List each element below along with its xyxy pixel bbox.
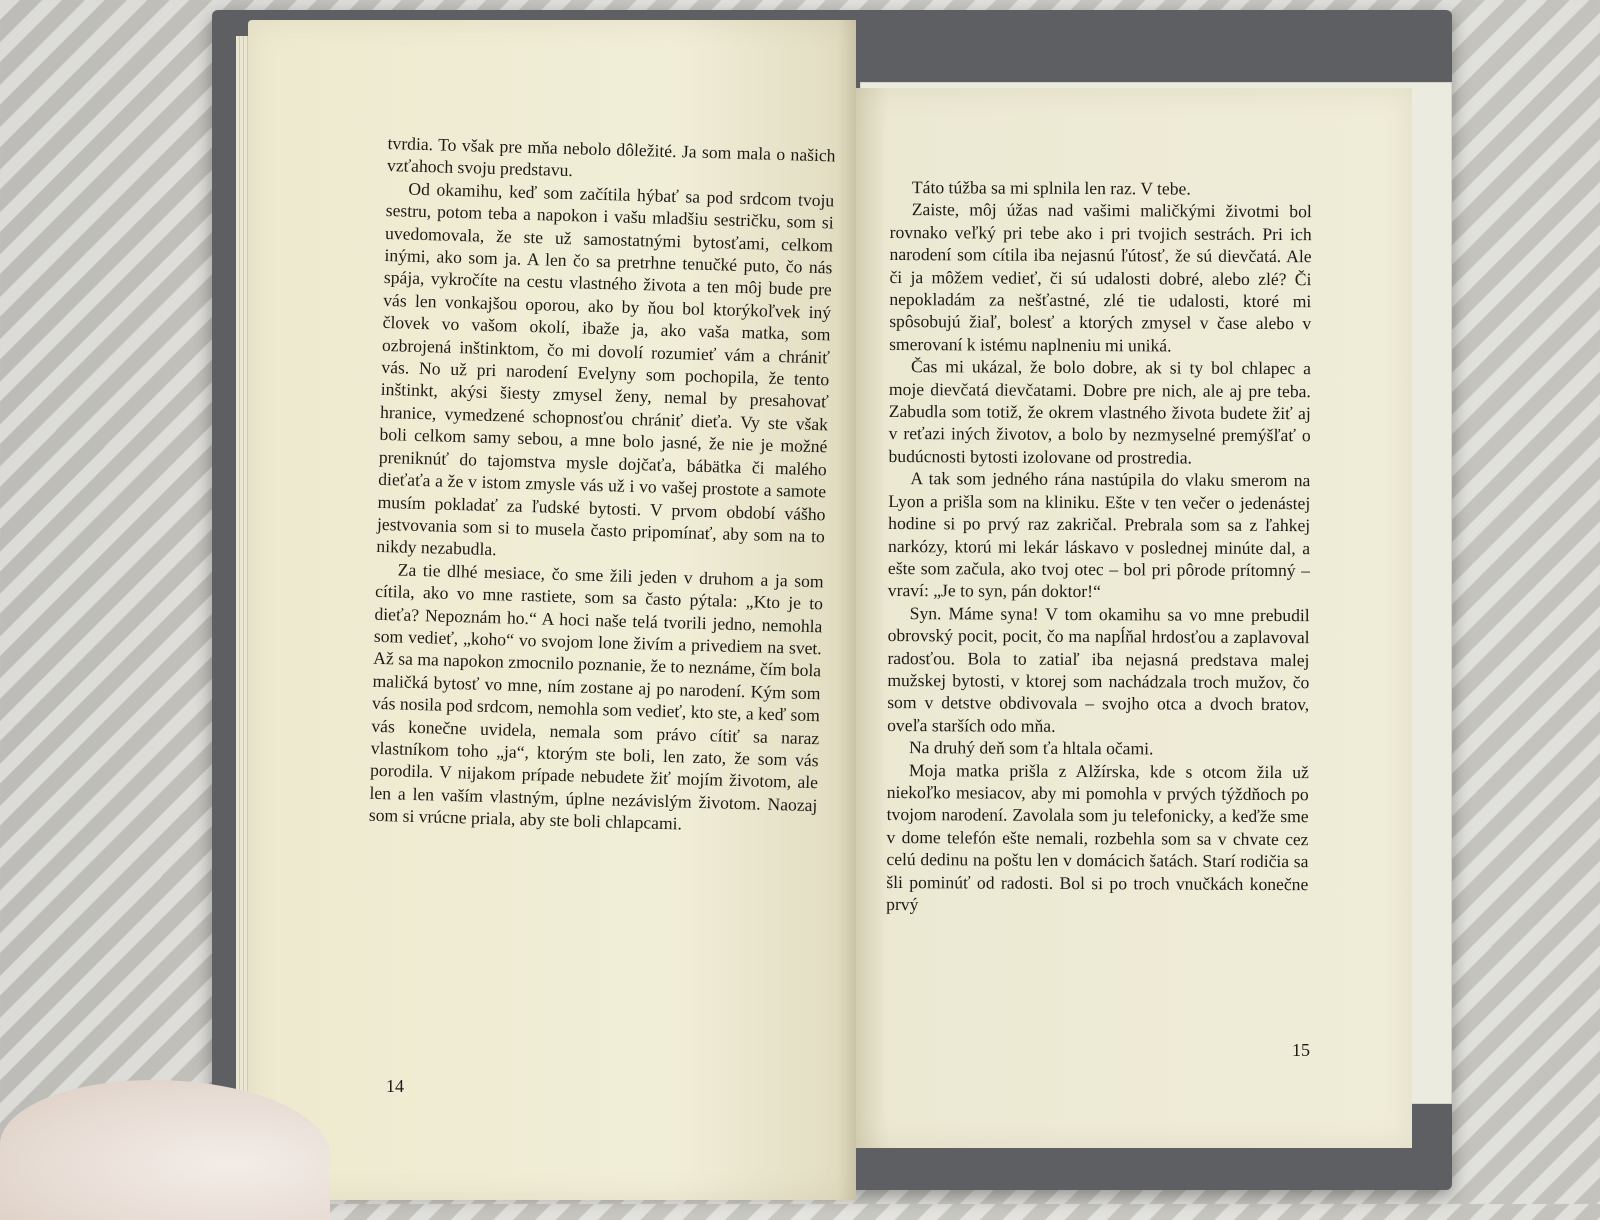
paragraph: Syn. Máme syna! V tom okamihu sa vo mne prebudil obrovský pocit, pocit, čo ma napĺňal hrdosťou a zaplavoval radosťou. Bola to zatiaľ iba nejasná predstava malej mužskej bytosti, v ktorej som nachádzala troch mužov, čo som v detstve obdivovala – svojho otca a dvoch bratov, oveľa starších odo mňa. [887, 602, 1310, 736]
paragraph: Čas mi ukázal, že bolo dobre, ak si ty bol chlapec a moje dievčatá dievčatami. Dobre pre nich, ale aj pre teba. Zabudla som totiž, že okrem vlastného života budete žiť aj v reťazi iných životov, a bolo by nezmyselné premýšľať o budúcnosti bytosti izolovane od prostredia. [888, 356, 1312, 468]
page-number-right: 15 [1292, 1040, 1310, 1060]
left-page-text [369, 132, 836, 839]
paragraph: A tak som jedného rána nastúpila do vlaku smerom na Lyon a prišla som na kliniku. Ešte v ten večer o jedenástej hodine si po prvý raz zakričal. Prebrala som sa z ľahkej narkózy, ktorú mi lekár láskavo v poslednej minúte dal, a ešte som začula, ako tvoj otec – bol pri pôrode prítomný – vraví: „Je to syn, pán doktor!“ [887, 468, 1311, 602]
paragraph: Od okamihu, keď som začítila hýbať sa pod srdcom tvoju sestru, potom teba a napokon i vašu mladšiu sestričku, som si uvedomovala, že ste už samostatnými bytosťami, celkom inými, ako som ja. A len čo sa pretrhne tenučké puto, čo nás spája, vykročíte na cestu vlastného života a ten môj bude pre vás len vonkajšou oporou, ako by ňou bol ktorýkoľvek iný človek vo vašom okolí, ibaže ja, ako vaša matka, som ozbrojená inštinktom, čo mi dovolí rozumieť vám a chrániť vás. No už pri narodení Evelyny som pochopila, že tento inštinkt, akýsi šiesty zmysel ženy, nemal by presahovať hranice, vymedzené schopnosťou chrániť dieťa. Vy ste však boli celkom samy sebou, a mne bolo jasné, že nie je možné preniknúť do tajomstva mysle dojčaťa, bábätka či malého dieťaťa a že v istom zmysle vás už i vo vašej prostote a samote musím pokladať za ľudské bytosti. V prvom období vášho jestvovania som si to musela často pripomínať, aby som na to nikdy nezabudla. [376, 178, 835, 560]
paragraph: Moja matka prišla z Alžírska, kde s otcom žila už niekoľko mesiacov, aby mi pomohla v prvých týždňoch po tvojom narodení. Zavolala som ju telefonicky, a keďže sme v dome telefón ešte nemali, rozbehla som sa v chvate cez celú dedinu na poštu len v domácich šatách. Starí rodičia sa šli pominúť od radosti. Bol si po troch vnučkách konečne prvý [886, 759, 1309, 915]
paragraph: Za tie dlhé mesiace, čo sme žili jeden v druhom a ja som cítila, ako vo mne rastiete, som sa často pýtala: „Kto je to dieťa? Nepoznám ho.“ A hoci naše telá tvorili jedno, nemohla som vedieť, „koho“ vo svojom lone živím a privediem na svet. Až sa ma napokon zmocnilo poznanie, že to neznáme, čím bola maličká bytosť vo mne, ním zostane aj po narodení. Kým som vás nosila pod srdcom, nemohla som vedieť, kto ste, a keď som vás konečne uvidela, nemala som právo cítiť sa naraz vlastníkom toho „ja“, ktorým ste boli, len zato, že som vás porodila. V nijakom prípade nebudete žiť mojím životom, ale len a len vaším vlastným, úplne nezávislým životom. Naozaj som si vrúcne priala, aby ste boli chlapcami. [368, 559, 824, 834]
paragraph: tvrdia. To však pre mňa nebolo dôležité. Ja som mala o našich vzťahoch svoju predstavu. [386, 132, 836, 181]
paragraph: Zaiste, môj úžas nad vašimi maličkými životmi bol rovnako veľký pri tebe ako i pri tvojich sestrách. Pri ich narodení som cítila iba nejasnú ľútosť, že sú dievčatá. Ale či ja môžem vedieť, či sú udalosti dobré, alebo zlé? Či nepokladám za nešťastné, zlé tie udalosti, ktoré mi spôsobujú žiaľ, bolesť a ktorých zmysel v čase alebo v smerovaní k istému naplneniu mi uniká. [889, 199, 1312, 356]
paragraph: Táto túžba sa mi splnila len raz. V tebe. [911, 177, 1191, 199]
paragraph: Na druhý deň som ťa hltala očami. [908, 737, 1154, 759]
page-number-left: 14 [386, 1076, 404, 1096]
right-page-text [886, 176, 1312, 918]
